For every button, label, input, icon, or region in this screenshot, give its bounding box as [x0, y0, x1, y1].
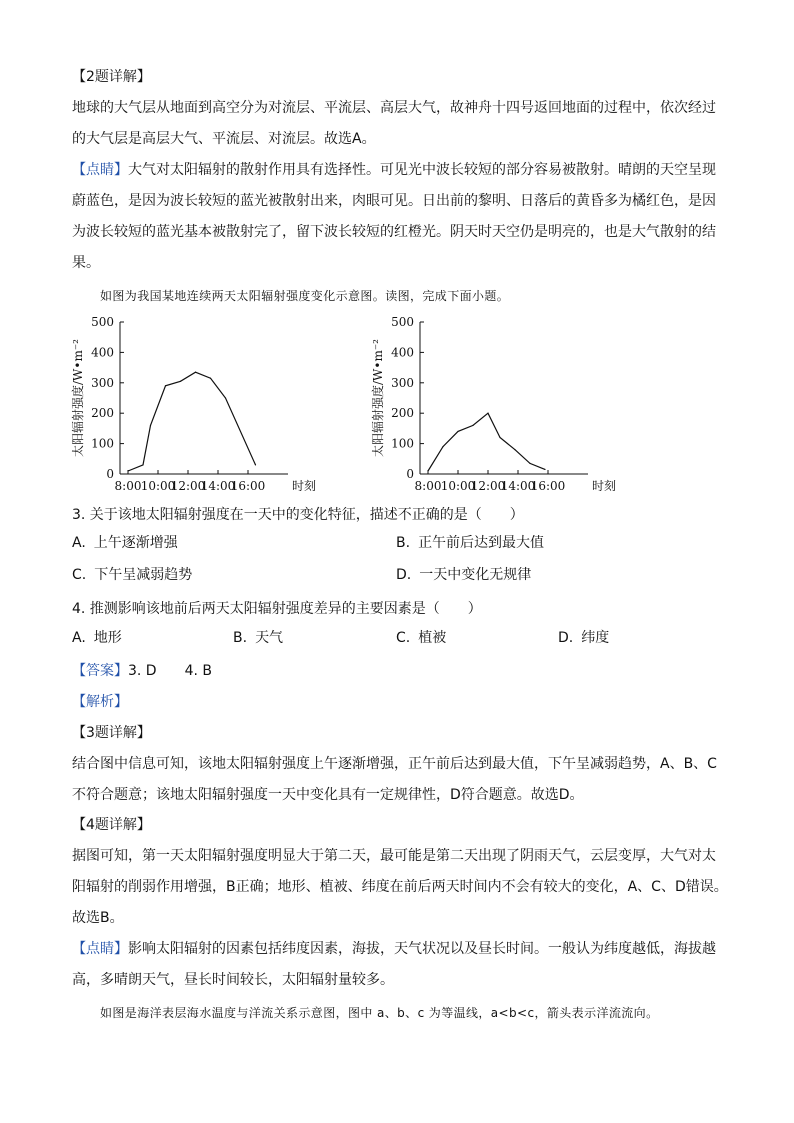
day2-y-tick-label: 200	[391, 406, 414, 421]
chart-day1	[66, 312, 336, 502]
day1-data-point	[210, 378, 211, 379]
day2-data-point	[514, 449, 515, 450]
day1-data-point	[195, 372, 196, 373]
intro2: 如图是海洋表层海水温度与洋流关系示意图，图中 a、b、c 为等温线，a<b<c，箭头表示洋流流向。	[100, 1006, 659, 1020]
day1-data-point	[165, 385, 166, 386]
answer-text: 3. D 4. B	[128, 663, 212, 679]
q4-stem: 4. 推测影响该地前后两天太阳辐射强度差异的主要因素是（ ）	[72, 601, 482, 617]
day2-x-tick-label: 8:00	[414, 479, 442, 493]
sec3-block	[72, 718, 728, 811]
q3-option-c: C. 下午呈减弱趋势	[72, 567, 193, 583]
day1-data-point	[142, 464, 143, 465]
day1-data-point	[255, 464, 256, 465]
day1-y-tick-label: 400	[91, 345, 114, 360]
day2-series-line	[428, 413, 545, 471]
sec4-title: 【4题详解】	[72, 817, 151, 833]
day2-x-tick-label: 12:00	[470, 479, 506, 493]
chart-day2	[366, 312, 636, 502]
sec4-body: 据图可知，第一天太阳辐射强度明显大于第二天，最可能是第二天出现了阴雨天气，云层变厚，大气对太阳辐射的削弱作用增强，B正确；地形、植被、纬度在前后两天时间内不会有较大的变化，A、C、D错误。故选B。	[72, 848, 728, 926]
day1-y-tick-label: 200	[91, 406, 114, 421]
tip2-body: 影响太阳辐射的因素包括纬度因素，海拔，天气状况以及昼长时间。一般认为纬度越低，海拔越高，多晴朗天气，昼长时间较长，太阳辐射量较多。	[72, 941, 716, 988]
day1-x-tick-label: 16:00	[230, 479, 266, 493]
tip1-body: 大气对太阳辐射的散射作用具有选择性。可见光中波长较短的部分容易被散射。晴朗的天空呈现蔚蓝色，是因为波长较短的蓝光被散射出来，肉眼可见。日出前的黎明、日落后的黄昏多为橘红色，是因为波长较短的蓝光基本被散射完了，留下波长较短的红橙光。阴天时天空仍是明亮的，也是大气散射的结果。	[72, 162, 716, 271]
sec4-block	[72, 810, 728, 934]
day2-x-tick-label: 10:00	[440, 479, 476, 493]
tip1-label: 【点睛】	[72, 162, 128, 178]
q3-option-a: A. 上午逐渐增强	[72, 535, 178, 551]
day1-data-point	[127, 470, 128, 471]
q3-stem: 3. 关于该地太阳辐射强度在一天中的变化特征，描述不正确的是（ ）	[72, 507, 524, 523]
q4-option-d: D. 纬度	[558, 630, 610, 646]
day2-data-point	[442, 446, 443, 447]
analysis-label: 【解析】	[72, 694, 128, 710]
answer-label: 【答案】	[72, 663, 128, 679]
sec2-body: 地球的大气层从地面到高空分为对流层、平流层、高层大气，故神舟十四号返回地面的过程中，依次经过的大气层是高层大气、平流层、对流层。故选A。	[72, 100, 716, 147]
day1-x-tick-label: 12:00	[170, 479, 206, 493]
day1-y-tick-label: 0	[106, 467, 114, 481]
day2-data-point	[529, 463, 530, 464]
sec3-title: 【3题详解】	[72, 725, 151, 741]
day1-y-tick-label: 100	[91, 436, 114, 451]
day2-data-point	[487, 413, 488, 414]
day1-series-line	[128, 372, 256, 471]
day2-data-point	[499, 437, 500, 438]
day1-x-label: 时刻	[291, 479, 317, 493]
sec2-block	[72, 62, 728, 155]
q4-option-b: B. 天气	[233, 630, 284, 646]
day2-y-label: 太阳辐射强度/W•m⁻²	[371, 339, 385, 457]
day1-y-tick-label: 300	[91, 375, 114, 390]
day2-y-tick-label: 100	[391, 436, 414, 451]
day1-data-point	[225, 397, 226, 398]
day1-data-point	[150, 425, 151, 426]
day1-x-tick-label: 8:00	[114, 479, 142, 493]
day2-y-tick-label: 400	[391, 345, 414, 360]
day1-data-point	[180, 381, 181, 382]
day2-x-label: 时刻	[591, 479, 617, 493]
q4-option-c: C. 植被	[396, 630, 447, 646]
day2-y-tick-label: 500	[391, 315, 414, 329]
intro1: 如图为我国某地连续两天太阳辐射强度变化示意图。读图，完成下面小题。	[100, 289, 510, 303]
day2-data-point	[427, 470, 428, 471]
day2-x-tick-label: 16:00	[530, 479, 566, 493]
q3-option-d: D. 一天中变化无规律	[396, 567, 532, 583]
sec3-body: 结合图中信息可知，该地太阳辐射强度上午逐渐增强，正午前后达到最大值，下午呈减弱趋势，A、B、C不符合题意；该地太阳辐射强度一天中变化具有一定规律性，D符合题意。故选D。	[72, 756, 717, 803]
day2-x-tick-label: 14:00	[500, 479, 536, 493]
day2-data-point	[457, 431, 458, 432]
day1-y-tick-label: 500	[91, 315, 114, 329]
day1-y-label: 太阳辐射强度/W•m⁻²	[71, 339, 85, 457]
answer-line	[72, 656, 728, 687]
tip1-block	[72, 155, 728, 279]
q4-option-a: A. 地形	[72, 630, 122, 646]
day2-data-point	[544, 469, 545, 470]
day1-x-tick-label: 14:00	[200, 479, 236, 493]
q3-option-b: B. 正午前后达到最大值	[396, 535, 545, 551]
day1-x-tick-label: 10:00	[140, 479, 176, 493]
day2-data-point	[472, 425, 473, 426]
day2-y-tick-label: 0	[406, 467, 414, 481]
day2-y-tick-label: 300	[391, 375, 414, 390]
sec2-title: 【2题详解】	[72, 69, 151, 85]
tip2-label: 【点睛】	[72, 941, 128, 957]
tip2-block	[72, 934, 728, 996]
